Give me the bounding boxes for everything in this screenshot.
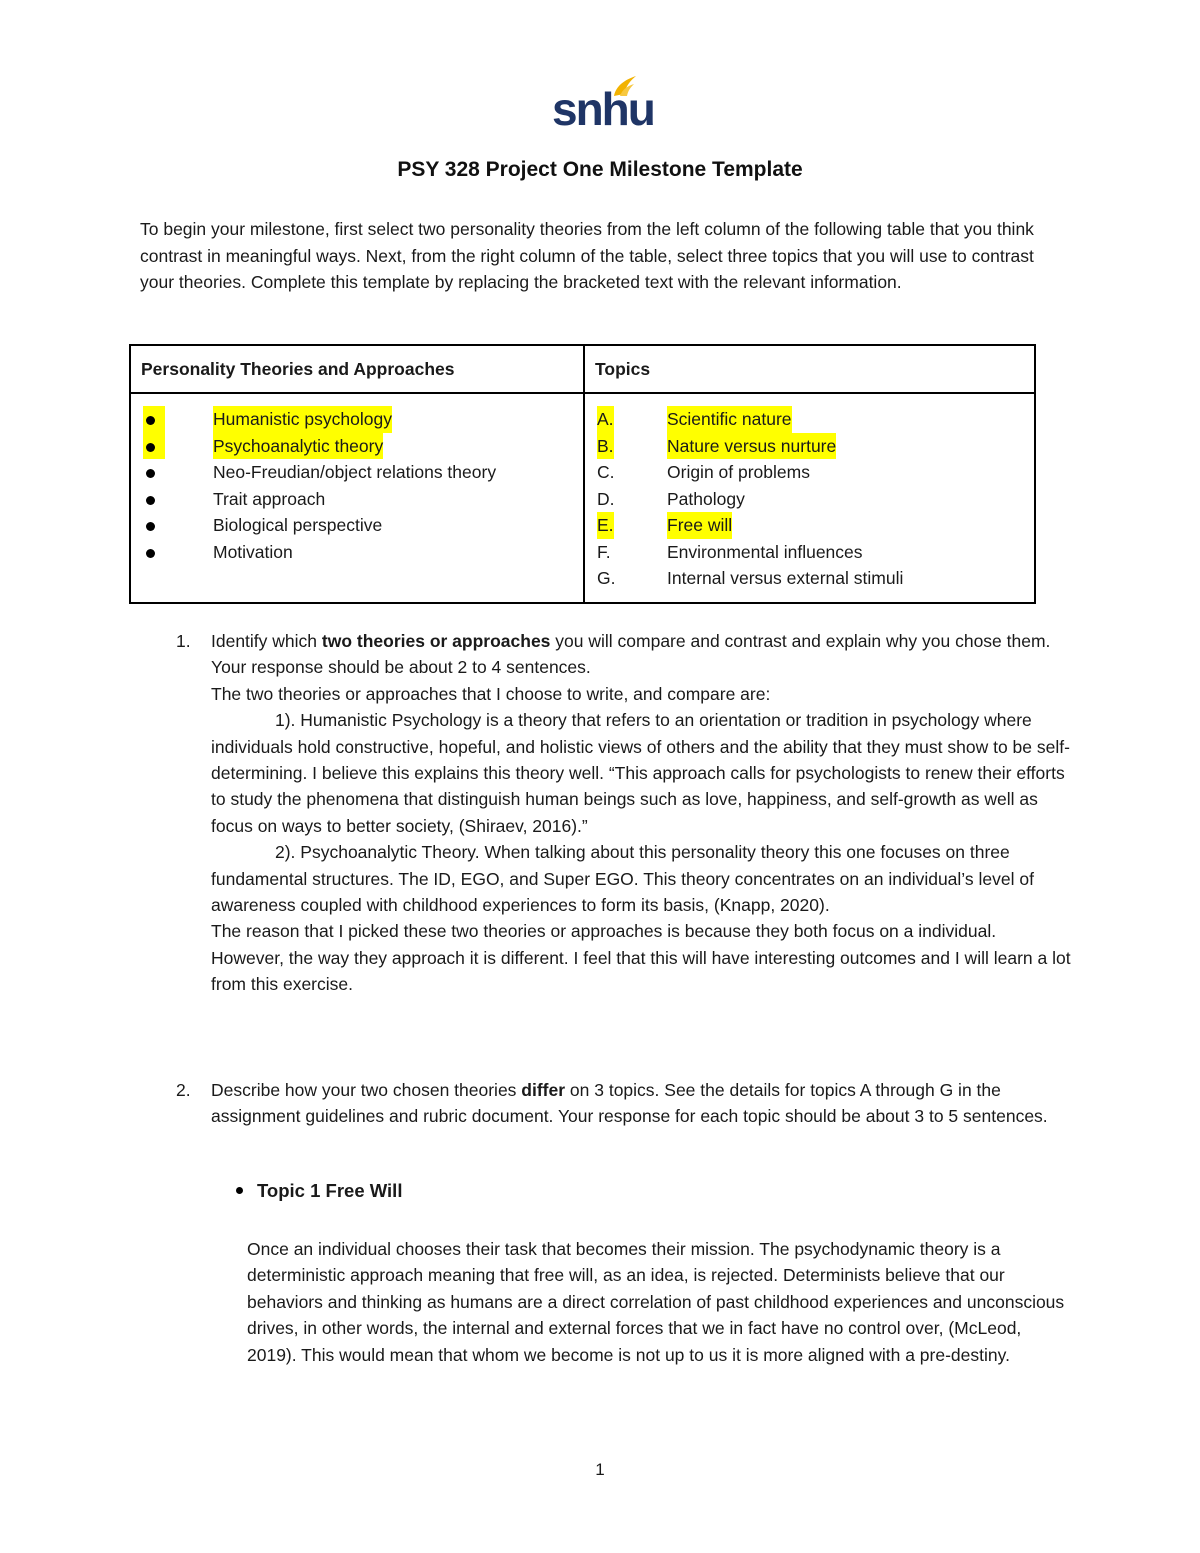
topic-item: C. Origin of problems [597,462,810,482]
snhu-logo [552,72,654,135]
bullet-icon [146,416,155,425]
theories-cell [130,393,584,603]
page-number: 1 [595,1460,605,1479]
topic-item: G. Internal versus external stimuli [597,568,904,588]
topic-item: F. Environmental influences [597,541,863,562]
logo-wordmark: snhu [552,83,654,135]
theory-item: Humanistic psychology [141,406,573,433]
topic-item: B. Nature versus nurture [595,433,1024,460]
question-2-prompt: Describe how your two chosen theories differ on 3 topics. See the details for topics A through G in the assignment guidelines and rubric document. Your response for each topic should be about 3 to 5 sentences. [211,1080,1048,1127]
table-header-topics: Topics [584,345,1035,393]
answer-psychoanalytic: 2). Psychoanalytic Theory. When talking about this personality theory this one focuses on three fundamental structures. The ID, EGO, and Super EGO. This theory concentrates on an individual’s level of awareness coupled with childhood experiences to form its basis, (Knapp, 2020). [211,842,1034,916]
theories-topics-table [129,344,1036,604]
bullet-icon [146,522,155,531]
theory-item: Motivation [141,539,573,566]
question-2-number: 2. [176,1080,191,1100]
intro-paragraph: To begin your milestone, first select two personality theories from the left column of the following table that you think contrast in meaningful ways. Next, from the right column of the table, select three topics that you will use to contrast your theories. Complete this template by replacing the bracketed text with the relevant information. [140,219,1034,293]
bullet-icon [236,1187,243,1194]
topic-item: D. Pathology [597,488,745,509]
answer-intro: The two theories or approaches that I choose to write, and compare are: [211,683,771,704]
topic-1-heading: Topic 1 Free Will [236,1180,402,1202]
topic-item: A. Scientific nature [595,406,1024,433]
theory-item: Trait approach [141,486,573,513]
theory-item: Neo-Freudian/object relations theory [141,459,573,486]
topic-item: E. Free will [595,512,1024,539]
bullet-icon [146,549,155,558]
question-1-section [211,628,1071,998]
theory-item: Biological perspective [141,512,573,539]
question-1-number: 1. [176,631,191,651]
answer-humanistic: 1). Humanistic Psychology is a theory that refers to an orientation or tradition in psychology where individuals hold constructive, hopeful, and holistic views of others and the ability that they must show to be self-determining. I believe this explains this theory well. “This approach calls for psychologists to renew their efforts to study the phenomena that distinguish human beings such as love, happiness, and self-growth as well as focus on ways to better society, (Shiraev, 2016).” [211,710,1070,836]
question-1-prompt: Identify which two theories or approaches you will compare and contrast and explain why you chose them. Your response should be about 2 to 4 sentences. [211,631,1051,678]
question-2-section [211,1077,1071,1130]
bullet-icon [146,443,155,452]
topic-1-body: Once an individual chooses their task that becomes their mission. The psychodynamic theory is a deterministic approach meaning that free will, as an idea, is rejected. Determinists believe that our behaviors and thinking as humans are a direct correlation of past childhood experiences and unconscious drives, in other words, the internal and external forces that we in fact have no control over, (McLeod, 2019). This would mean that whom we become is not up to us it is more aligned with a pre-destiny. [247,1239,1065,1365]
theory-item: Psychoanalytic theory [141,433,573,460]
table-header-theories: Personality Theories and Approaches [130,345,584,393]
bullet-icon [146,469,155,478]
bullet-icon [146,496,155,505]
answer-reason: The reason that I picked these two theories or approaches is because they both focus on a individual. However, the way they approach it is different. I feel that this will have interesting outcomes and I will learn a lot from this exercise. [211,921,1071,995]
page-title: PSY 328 Project One Milestone Template [397,158,803,181]
topics-cell [584,393,1035,603]
